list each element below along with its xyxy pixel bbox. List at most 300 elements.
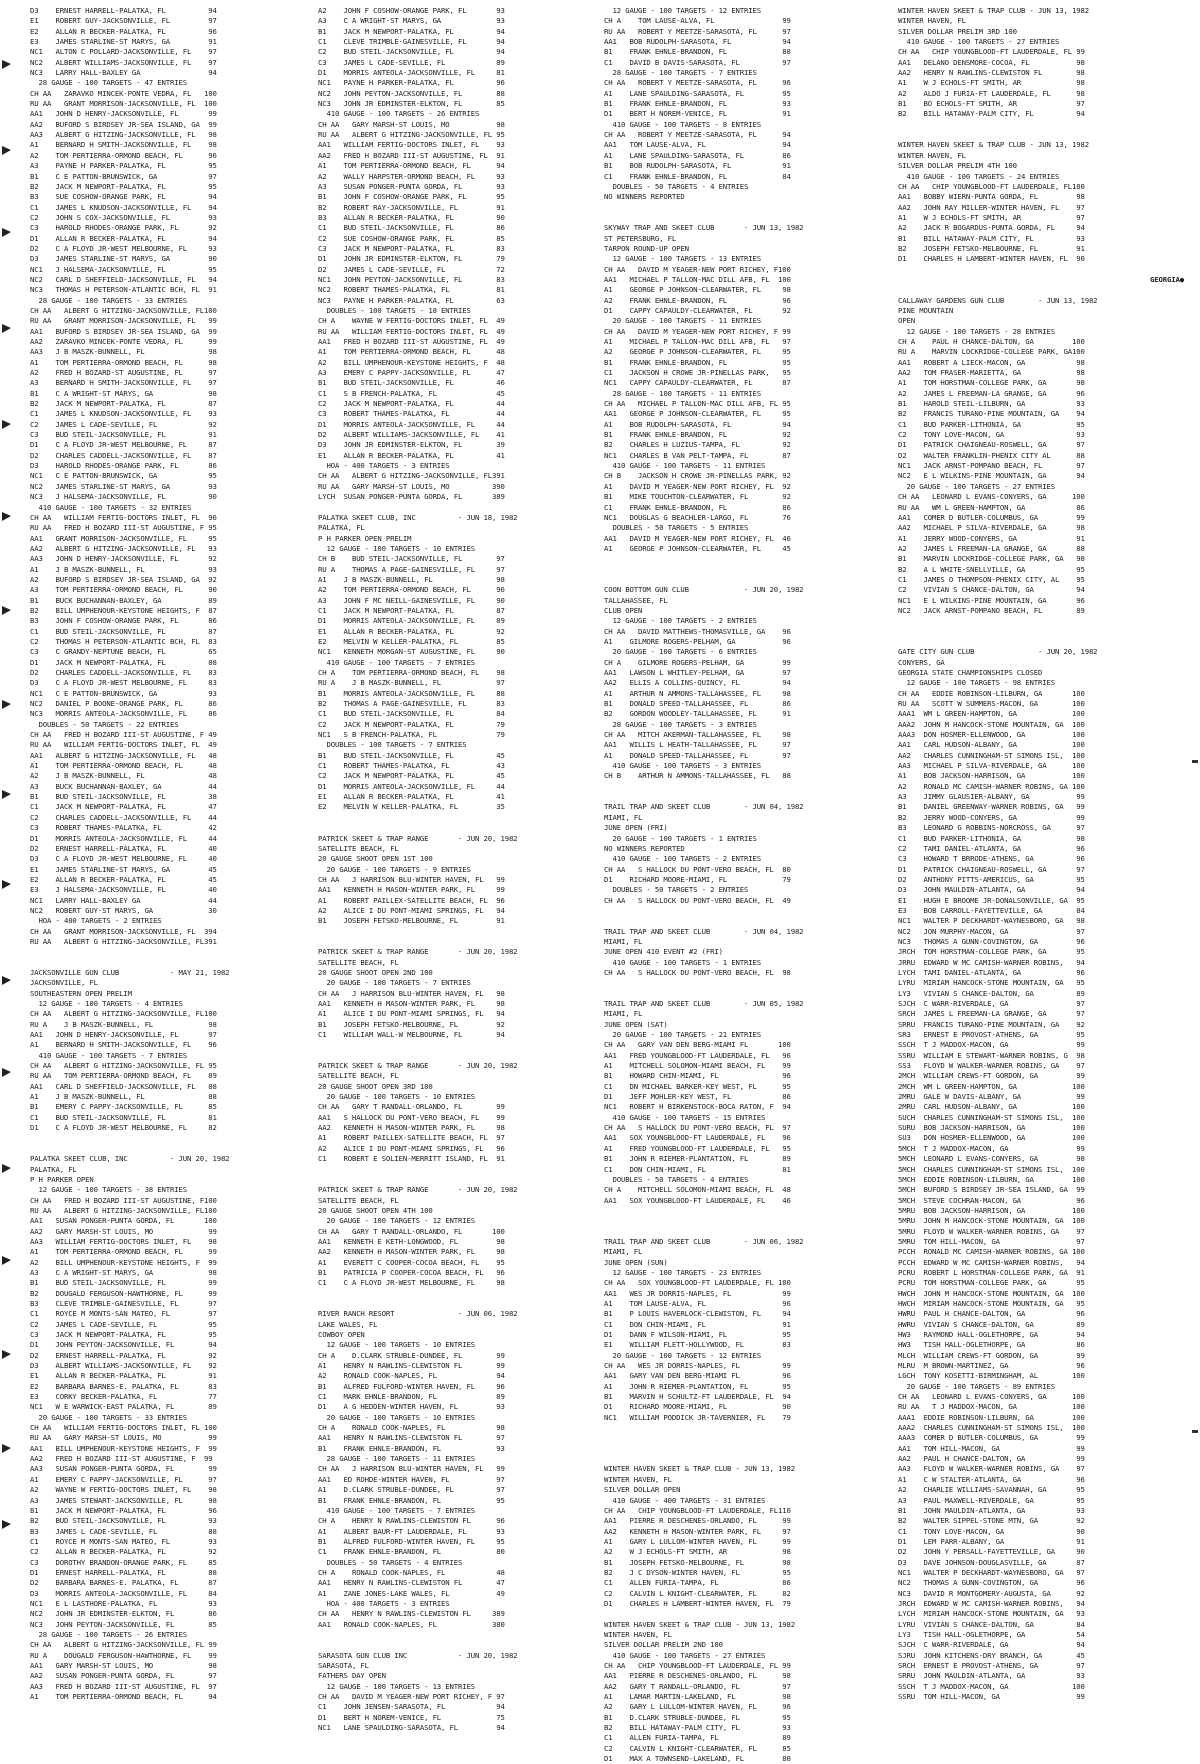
result-line: D2 ANTHONY PITTS-AMERICUS, GA 95 xyxy=(898,874,1085,884)
result-line: D1 DANN F WILSON-MIAMI, FL 95 xyxy=(604,1330,791,1339)
result-line: B1 JOSEPH FETSKO-MELBOURNE, FL 91 xyxy=(318,916,505,926)
result-line: NC1 E L LASTHORE-PALATKA, FL 93 xyxy=(30,1598,217,1608)
result-line: B1 JOSEPH FETSKO-MELBOURNE, FL 92 xyxy=(318,1019,505,1029)
result-line: AA1 CARL D SHEFFIELD-JACKSONVILLE, FL 88 xyxy=(30,1081,217,1091)
result-line: SSRU TOM HILL-MACON, GA 99 xyxy=(898,1692,1085,1702)
result-line: AA2 ZARAVKO MINCEK-PONTE VEDRA, FL 99 xyxy=(30,337,217,346)
blank-line xyxy=(898,627,1188,637)
blank-line xyxy=(604,1444,890,1454)
result-line: A1 JERRY WOOD-CONYERS, GA 91 xyxy=(898,533,1085,543)
result-line: PALATKA SKEET CLUB, INC - JUN 18, 1982 xyxy=(318,512,518,522)
result-line: DOUBLES - 50 TARGETS - 4 ENTRIES xyxy=(318,1557,463,1567)
result-line: D1 RICHARD MOORE-MIAMI, FL 90 xyxy=(604,1402,791,1412)
result-line: B1 DANIEL GREENWAY-WARNER ROBINS, GA 99 xyxy=(898,802,1085,812)
result-line: D3 JOHN MAULDIN-ATLANTA, GA 94 xyxy=(898,885,1085,895)
result-line: C1 S B FRENCH-PALATKA, FL 45 xyxy=(318,388,505,398)
result-line: A1 J B MASZK-BUNNELL, FL 93 xyxy=(30,564,217,574)
result-line: AA1 SOX YOUNGBLOOD-FT LAUDERDALE, FL 96 xyxy=(604,1133,791,1143)
result-line: HWRU PAUL H CHANCE-DALTON, GA 96 xyxy=(898,1309,1085,1319)
result-line: D3 MORRIS ANTEOLA-JACKSONVILLE, FL 84 xyxy=(30,1588,217,1598)
result-line: JRRU EDWARD W MC CAMISH-WARNER ROBINS, 94 xyxy=(898,957,1085,967)
result-line: PATRICK SKEET & TRAP RANGE - JUN 20, 1982 xyxy=(318,833,518,843)
result-line: NC1 C E PATTON-BRUNSWICK, GA 95 xyxy=(30,471,217,481)
result-line: GEORGIA STATE CHAMPIONSHIPS CLOSED xyxy=(898,668,1043,677)
result-line: A2 FRED H BOZARD-ST AUGUSTINE, FL 97 xyxy=(30,368,217,378)
result-line: GATE CITY GUN CLUB - JUN 20, 1982 xyxy=(898,647,1098,657)
result-line: CH AA S HALLOCK DU PONT-VERO BEACH, FL 98 xyxy=(604,967,791,977)
result-line: B1 BUD STEIL-JACKSONVILLE, FL 45 xyxy=(318,750,505,760)
result-line: C1 ROYCE M MONTS-SAN MATEO, FL 97 xyxy=(30,1309,217,1319)
result-line: A1 BOB JACKSON-HARRISON, GA 100 xyxy=(898,771,1085,781)
result-line: D2 C A FLOYD JR-WEST MELBOURNE, FL 93 xyxy=(30,243,217,253)
result-line: MIAMI, FL xyxy=(604,1009,643,1019)
blank-line xyxy=(604,575,890,585)
result-line: SRRU FRANCIS TURANO-PINE MOUNTAIN, GA 92 xyxy=(898,1019,1085,1029)
result-line: TRAIL TRAP AND SKEET CLUB - JUN 06, 1982 xyxy=(604,1236,804,1246)
result-line: B2 CHARLES H LUZIUS-TAMPA, FL 92 xyxy=(604,440,791,450)
result-line: SATELLITE BEACH, FL xyxy=(318,1195,399,1205)
result-line: B1 JACK M NEWPORT-PALATKA, FL 96 xyxy=(30,1505,217,1515)
result-line: SJRU JOHN KITCHENS-DRY BRANCH, GA 45 xyxy=(898,1650,1085,1660)
result-line: HOA - 400 TARGETS - 2 ENTRIES xyxy=(30,916,162,926)
result-line: LY3 TISH HALL-OGLETHORPE, GA 54 xyxy=(898,1629,1085,1639)
result-line: C3 JACK M NEWPORT-PALATKA, FL 95 xyxy=(30,1330,217,1339)
result-line: MLRU M BROWN-MARTINEZ, GA 96 xyxy=(898,1361,1085,1371)
result-line: C2 JAMES L CADE-SEVILLE, FL 95 xyxy=(30,1319,217,1329)
result-line: B1 FRANK EHNLE-BRANDON, FL 95 xyxy=(604,357,791,367)
result-line: NC1 WILLIAM PODDICK JR-TAVERNIER, FL 79 xyxy=(604,1412,791,1422)
result-line: CONYERS, GA xyxy=(898,657,945,667)
result-line: C1 JOHN JENSEN-SARASOTA, FL 94 xyxy=(318,1702,505,1712)
result-line: A3 JIMMY GLAUSIER-ALBANY, GA 99 xyxy=(898,792,1085,802)
result-line: NC1 ROBERT H BIRKENSTOCK-BOCA RATON, F 94 xyxy=(604,1102,791,1112)
result-line: 28 GAUGE - 100 TARGETS - 33 ENTRIES xyxy=(30,295,187,305)
result-line: C1 BUD PARKER-LITHONIA, GA 98 xyxy=(898,833,1085,843)
result-line: SS3 FLOYD W WALKER-WARNER ROBINS, GA 97 xyxy=(898,1061,1085,1071)
result-line: C2 JACK M NEWPORT-PALATKA, FL 45 xyxy=(318,771,505,781)
result-line: A3 BERNARD H SMITH-JACKSONVILLE, FL 97 xyxy=(30,378,217,388)
result-line: B2 JACK M NEWPORT-PALATKA, FL 95 xyxy=(30,181,217,191)
result-line: A1 LANE SPAULDING-SARASOTA, FL 86 xyxy=(604,150,791,160)
result-line: C3 BUD STEIL-JACKSONVILLE, FL 91 xyxy=(30,430,217,440)
result-line: CH AA S HALLOCK DU PONT-VERO BEACH, FL 49 xyxy=(604,895,791,905)
result-line: AA1 GRANT MORRISON-JACKSONVILLE, FL 95 xyxy=(30,533,217,543)
page-edge-marker xyxy=(2,146,11,155)
result-line: A1 ROBERT PAILLEX-SATELLITE BEACH, FL 97 xyxy=(318,1133,505,1143)
result-line: TRAIL TRAP AND SKEET CLUB - JUN 04, 1982 xyxy=(604,926,804,936)
result-line: AA2 SUSAN PONGER-PUNTA GORDA, FL 97 xyxy=(30,1671,217,1681)
result-line: B1 BOB RUDOLPH-SARASOTA, FL 91 xyxy=(604,161,791,171)
result-line: CH AA SOX YOUNGBLOOD-FT LAUDERDALE, FL 100 xyxy=(604,1278,791,1288)
result-line: D2 JOHN Y PERSALL-FAYETTEVILLE, GA 90 xyxy=(898,1547,1085,1557)
result-line: SATELLITE BEACH, FL xyxy=(318,843,399,853)
result-line: C1 DN MICHAEL BARKER-KEY WEST, FL 95 xyxy=(604,1081,791,1091)
result-line: E3 JAMES STARLINE-ST MARYS, GA 91 xyxy=(30,37,217,47)
result-line: AA3 FLOYD W WALKER-WARNER ROBINS, GA 97 xyxy=(898,1464,1085,1474)
result-line: A1 BOB RUDOLPH-SARASOTA, FL 94 xyxy=(604,419,791,429)
result-line: DOUBLES - 50 TARGETS - 4 ENTRIES xyxy=(604,181,749,191)
result-line: SILVER DOLLAR PRELIM 3RD 100 xyxy=(898,26,1017,36)
result-line: B1 HAROLD STEIL-LILBURN, GA 93 xyxy=(898,399,1085,409)
result-line: MIAMI, FL xyxy=(604,1247,643,1257)
result-line: D3 C A FLOYD JR-WEST MELBOURNE, FL 83 xyxy=(30,678,217,688)
result-line: D1 CHARLES H LAMBERT-WINTER HAVEN, FL 90 xyxy=(898,254,1085,264)
result-line: E1 ALLAN R BECKER-PALATKA, FL 41 xyxy=(318,792,505,802)
result-line: D1 PATRICK CHAIGNEAU-ROSWELL, GA 97 xyxy=(898,864,1085,874)
result-line: AA3 J B MASZK-BUNNELL, FL 98 xyxy=(30,347,217,357)
result-line: A1 GEORGE P JOHNSON-CLEARWATER, FL 45 xyxy=(604,543,791,553)
result-line: D1 A G HEDDEN-WINTER HAVEN, FL 93 xyxy=(318,1402,505,1412)
result-line: HWCH MIRIAM HANCOCK-STONE MOUNTAIN, GA 95 xyxy=(898,1298,1085,1308)
result-line: AA2 GARY T RANDALL-ORLANDO, FL 97 xyxy=(604,1681,791,1691)
result-line: B3 JAMES L CADE-SEVILLE, FL 88 xyxy=(30,1526,217,1536)
result-line: A2 BUFORD S BIRDSEY JR-SEA ISLAND, GA 92 xyxy=(30,574,217,584)
result-line: AA1 S HALLOCK DU PONT-VERO BEACH, FL 99 xyxy=(318,1112,505,1122)
result-line: COWBOY OPEN xyxy=(318,1330,365,1339)
page-edge-marker xyxy=(2,700,11,709)
result-line: SATELLITE BEACH, FL xyxy=(318,1071,399,1081)
result-line: AA2 GARY MARSH-ST LOUIS, MO 99 xyxy=(30,1226,217,1236)
result-line: B3 SUE COSHOW-ORANGE PARK, FL 94 xyxy=(30,192,217,202)
result-line: C2 TONY LOVE-MACON, GA 93 xyxy=(898,430,1085,440)
result-line: A2 GARY L LULLOM-WINTER HAVEN, FL 96 xyxy=(604,1702,791,1712)
result-line: CH AA GARY T RANDALL-ORLANDO, FL 100 xyxy=(318,1226,505,1236)
result-line: 410 GAUGE - 100 TARGETS - 15 ENTRIES xyxy=(604,1112,766,1122)
result-line: B2 JACK M NEWPORT-PALATKA, FL 87 xyxy=(30,399,217,409)
result-line: NC3 THOMAS H PETERSON-ATLANTIC BCH, FL 91 xyxy=(30,285,217,295)
result-line: AA1 LAWSON L WHITLEY-PELHAM, GA 97 xyxy=(604,668,791,677)
result-line: LAKE WALES, FL xyxy=(318,1319,378,1329)
result-line: SOUTHEASTERN OPEN PRELIM xyxy=(30,988,132,998)
result-line: CH AA GARY T RANDALL-ORLANDO, FL 99 xyxy=(318,1102,505,1112)
result-line: AA2 KENNETH H MASON-WINTER PARK, FL 98 xyxy=(318,1247,505,1257)
blank-line xyxy=(318,503,604,513)
result-line: RU A DOUGALD FERGUSON-HAWTHORNE, FL 99 xyxy=(30,1650,217,1660)
result-line: CH AA DAVID MATTHEWS-THOMASVILLE, GA 96 xyxy=(604,626,791,636)
blank-line xyxy=(604,1433,890,1443)
result-line: AA1 WILLIAM FERTIG-DOCTORS INLET, FL 93 xyxy=(318,140,505,150)
result-line: AA3 SUSAN PONGER-PUNTA GORDA, FL 99 xyxy=(30,1464,217,1474)
result-line: CH AA S HALLOCK DU PONT-VERO BEACH, FL 97 xyxy=(604,1123,791,1133)
result-line: C1 JAMES L KNUDSON-JACKSONVILLE, FL 94 xyxy=(30,202,217,212)
result-line: CH AA ALBERT G HITZING-JACKSONVILLE, FL 99 xyxy=(30,1640,217,1650)
result-line: D2 CHARLES CADDELL-JACKSONVILLE, FL 87 xyxy=(30,450,217,460)
result-line: A1 TOM PERTIERRA-ORMOND BEACH, FL 48 xyxy=(318,347,505,357)
result-line: SILVER DOLLAR PRELIM 2ND 100 xyxy=(604,1640,723,1650)
result-line: AA2 JOHN RAY MILLER-WINTER HAVEN, FL 97 xyxy=(898,202,1085,212)
result-line: NC2 THOMAS A GUNN-COVINGTON, GA 96 xyxy=(898,1578,1085,1588)
result-line: AAA2 JOHN M HANCOCK-STONE MOUNTAIN, GA 100 xyxy=(898,719,1085,729)
result-line: A2 RONALD COOK-NAPLES, FL 94 xyxy=(318,1371,505,1381)
result-line: JRCH EDWARD W MC CAMISH-WARNER ROBINS, 94 xyxy=(898,1598,1085,1608)
result-line: AA1 GEORGE P JOHNSON-CLEARWATER, FL 95 xyxy=(604,409,791,419)
result-line: 28 GAUGE - 100 TARGETS - 11 ENTRIES xyxy=(318,1454,475,1464)
result-line: AA1 TOM LAUSE-ALVA, FL 94 xyxy=(604,140,791,150)
result-line: RU AA GARY MARSH-ST LOUIS, MO 99 xyxy=(30,1433,217,1443)
result-line: RU AA ALBERT G HITZING-JACKSONVILLE, FL 95 xyxy=(318,130,505,140)
result-line: B2 ROBERT RAY-JACKSONVILLE, FL 91 xyxy=(318,202,505,212)
result-line: A2 TOM PERTIERRA-ORMOND BEACH, FL 96 xyxy=(318,585,505,595)
result-line: E1 ALLAN R BECKER-PALATKA, FL 41 xyxy=(318,450,505,460)
result-line: NC3 LARRY HALL-BAXLEY GA 94 xyxy=(30,68,217,78)
result-line: RU AA WILLIAM FERTIG-DOCTORS INLET, FL 49 xyxy=(318,326,505,336)
result-line: C2 TAMI DANIEL-ATLANTA, GA 96 xyxy=(898,843,1085,853)
result-line: B1 FRANK EHNLE-BRANDON, FL 88 xyxy=(604,47,791,57)
results-column-4 xyxy=(898,6,1188,1702)
result-line: NC1 LARRY HALL-BAXLEY GA 44 xyxy=(30,895,217,905)
result-line: A1 EMERY C PAPPY-JACKSONVILLE, FL 97 xyxy=(30,1474,217,1484)
result-line: A3 JAMES STEWART-JACKSONVILLE, FL 98 xyxy=(30,1495,217,1505)
result-line: CH AA LEONARD L EVANS-CONYERS, GA 100 xyxy=(898,492,1085,502)
result-line: NC1 J HALSEMA-JACKSONVILLE, FL 95 xyxy=(30,264,217,274)
result-line: C1 ALLEN FURIA-TAMPA, FL 86 xyxy=(604,1578,791,1588)
page-edge-marker xyxy=(2,976,11,985)
result-line: HW3 RAYMOND HALL-OGLETHORPE, GA 94 xyxy=(898,1330,1085,1339)
result-line: AA1 SOX YOUNGBLOOD-FT LAUDERDALE, FL 46 xyxy=(604,1195,791,1205)
result-line: DOUBLES - 100 TARGETS - 18 ENTRIES xyxy=(318,305,471,315)
page-edge-marker xyxy=(2,1444,11,1453)
page-edge-marker xyxy=(2,1256,11,1265)
result-line: WINTER HAVEN SKEET & TRAP CLUB - JUN 13, 1982 xyxy=(604,1464,795,1474)
result-line: AA2 FRED H BOZARD III-ST AUGUSTINE, FL 91 xyxy=(318,150,505,160)
result-line: C1 BUD STEIL-JACKSONVILLE, FL 84 xyxy=(318,709,505,719)
result-line: D2 WALTER FRANKLIN-PHENIX CITY AL 88 xyxy=(898,450,1085,460)
result-line: C1 DON CHIN-MIAMI, FL 81 xyxy=(604,1164,791,1174)
result-line: A3 PAYNE H PARKER-PALATKA, FL 95 xyxy=(30,161,217,171)
result-line: B1 MORRIS ANTEOLA-JACKSONVILLE, FL 88 xyxy=(318,688,505,698)
result-line: AA1 HENRY N RAWLINS-CLEWISTON FL 47 xyxy=(318,1578,505,1588)
blank-line xyxy=(30,1133,316,1143)
result-line: B3 CLEVE TRIMBLE-GAINESVILLE, FL 97 xyxy=(30,1298,217,1308)
result-line: CH AA GARY MARSH-ST LOUIS, MO 98 xyxy=(318,119,505,129)
result-line: C3 C GRANDY-NEPTUNE BEACH, FL 65 xyxy=(30,647,217,657)
result-line: B3 LEONARD G ROBBINS-NORCROSS, GA 97 xyxy=(898,823,1085,833)
result-line: 28 GAUGE - 100 TARGETS - 3 ENTRIES xyxy=(604,719,757,729)
result-line: SRCH ERNEST E PROVOST-ATHENS, GA 97 xyxy=(898,1661,1085,1670)
result-line: NC2 E L WILKINS-PINE MOUNTAIN, GA 94 xyxy=(898,471,1085,481)
result-line: B2 THOMAS A PAGE-GAINESVILLE, FL 83 xyxy=(318,699,505,709)
result-line: A3 TOM PERTIERRA-ORMOND BEACH, FL 90 xyxy=(30,585,217,595)
result-line: SSCH T J MADDOX-MACON, GA 99 xyxy=(898,1040,1085,1050)
blank-line xyxy=(604,1227,890,1237)
blank-line xyxy=(318,1299,604,1309)
result-line: D1 MAX A TOWNSEND-LAKELAND, FL 80 xyxy=(604,1754,791,1764)
result-line: AA1 TOM HILL-MACON, GA 99 xyxy=(898,1443,1085,1453)
blank-line xyxy=(604,1609,890,1619)
result-line: B1 ALFRED FULFORD-WINTER HAVEN, FL 95 xyxy=(318,1536,505,1546)
result-line: A1 GEORGE P JOHNSON-CLEARWATER, FL 98 xyxy=(604,285,791,295)
result-line: CLUB OPEN xyxy=(604,605,643,615)
blank-line xyxy=(318,1630,604,1640)
result-line: PATRICK SKEET & TRAP RANGE - JUN 20, 1982 xyxy=(318,1061,518,1071)
result-line: AA2 TOM FRASER-MARIETTA, GA 98 xyxy=(898,368,1085,378)
result-line: A3 SUSAN PONGER-PUNTA GORDA, FL 93 xyxy=(318,181,505,191)
result-line: PCRU ROBERT L HORSTMAN-COLLEGE PARK, GA 91 xyxy=(898,1267,1085,1277)
result-line: OPEN xyxy=(898,316,915,326)
result-line: B1 BUCK BUCHANNAN-BAXLEY, GA 89 xyxy=(30,595,217,605)
result-line: MIAMI, FL xyxy=(604,936,643,946)
result-line: AA2 BUFORD S BIRDSEY JR-SEA ISLAND, GA 99 xyxy=(30,119,217,129)
result-line: CH AA WILLIAM FERTIG-DOCTORS INLET, FL 96 xyxy=(30,512,217,522)
result-line: C2 JACK M NEWPORT-PALATKA, FL 44 xyxy=(318,399,505,409)
result-line: 5MRU JOHN M HANCOCK-STONE MOUNTAIN, GA 100 xyxy=(898,1216,1085,1226)
blank-line xyxy=(318,937,604,947)
page-edge-marker xyxy=(2,512,11,521)
result-line: B2 DOUGALD FERGUSON-HAWTHORNE, FL 99 xyxy=(30,1288,217,1298)
blank-line xyxy=(604,792,890,802)
result-line: C1 ROBERT E SOLIEN-MERRITT ISLAND, FL 91 xyxy=(318,1154,505,1164)
result-line: 410 GAUGE - 100 TARGETS - 7 ENTRIES xyxy=(318,657,475,667)
result-line: E1 HUGH E BROOME JR-DONALSONVILLE, GA 95 xyxy=(898,895,1085,905)
result-line: 20 GAUGE SHOOT OPEN 3RD 100 xyxy=(318,1081,433,1091)
result-line: NC1 DOUGLAS G BEACHLER-LARGO, FL 76 xyxy=(604,512,791,522)
result-line: D1 MORRIS ANTEOLA-JACKSONVILLE, FL 44 xyxy=(318,781,505,791)
result-line: C1 TONY LOVE-MACON, GA 90 xyxy=(898,1526,1085,1536)
result-line: B2 BILL HATAWAY-PALM CITY, FL 93 xyxy=(604,1723,791,1733)
result-line: C2 CALVIN L KNIGHT-CLEARWATER, FL 85 xyxy=(604,1743,791,1753)
result-line: NC1 CHARLES B VAN PELT-TAMPA, FL 87 xyxy=(604,450,791,460)
result-line: AA1 WILLIS L HEATH-TALLAHASSEE, FL 97 xyxy=(604,740,791,750)
result-line: A2 TOM PERTIERRA-ORMOND BEACH, FL 96 xyxy=(30,150,217,160)
result-line: WINTER HAVEN SKEET & TRAP CLUB - JUN 13, 1982 xyxy=(604,1619,795,1629)
result-line: RU A MARVIN LOCKRIDGE-COLLEGE PARK, GA100 xyxy=(898,347,1085,357)
result-line: 410 GAUGE - 100 TARGETS - 27 ENTRIES xyxy=(898,37,1060,47)
result-line: 410 GAUGE - 100 TARGETS - 11 ENTRIES xyxy=(604,461,766,471)
result-line: NC3 THOMAS A GUNN-COVINGTON, GA 96 xyxy=(898,936,1085,946)
result-line: D1 JEFF MOHLER-KEY WEST, FL 86 xyxy=(604,1092,791,1102)
result-line: B1 BO ECHOLS-FT SMITH, AR 97 xyxy=(898,99,1085,109)
result-line: A1 ALICE I DU PONT-MIAMI SPRINGS, FL 94 xyxy=(318,1009,505,1019)
result-line: B1 MARVIN H SCHULTZ-FT LAUDERDALE, FL 94 xyxy=(604,1392,791,1402)
result-line: B1 HOWARD CHIN-MIAMI, FL 96 xyxy=(604,1071,791,1081)
result-line: CALLAWAY GARDENS GUN CLUB - JUN 13, 1982 xyxy=(898,295,1098,305)
result-line: SRRU JOHN MAULDIN-ATLANTA, GA 93 xyxy=(898,1671,1085,1681)
result-line: CH AA J HARRISON BLU-WINTER HAVEN, FL 98 xyxy=(318,988,505,998)
result-line: RU AA SCOTT W SUMMERS-MACON, GA 100 xyxy=(898,699,1085,709)
result-line: NC2 JACK ARNST-POMPANO BEACH, FL 89 xyxy=(898,605,1085,615)
result-line: E1 WILLIAM FLETT-HOLLYWOOD, FL 83 xyxy=(604,1340,791,1350)
result-line: 5MRU TOM HILL-MACON, GA 97 xyxy=(898,1236,1085,1246)
result-line: D2 BARBARA BARNES-E. PALATKA, FL 87 xyxy=(30,1578,217,1588)
result-line: C1 WILLIAM WALL-W MELBOURNE, FL 94 xyxy=(318,1030,505,1040)
result-line: 12 GAUGE - 100 TARGETS - 23 ENTRIES xyxy=(604,1267,761,1277)
result-line: JACKSONVILLE GUN CLUB - MAY 21, 1982 xyxy=(30,967,230,977)
result-line: NC2 JOHN JR EDMINSTER-ELKTON, FL 86 xyxy=(30,1609,217,1619)
result-line: DOUBLES - 50 TARGETS - 4 ENTRIES xyxy=(604,1174,749,1184)
result-line: WINTER HAVEN, FL xyxy=(898,150,966,160)
result-line: WINTER HAVEN SKEET & TRAP CLUB - JUN 13, 1982 xyxy=(898,140,1089,150)
results-column-2 xyxy=(318,6,604,1733)
result-line: B2 J C DYSON-WINTER HAVEN, FL 95 xyxy=(604,1567,791,1577)
result-line: D3 C A FLOYD JR-WEST MELBOURNE, FL 40 xyxy=(30,854,217,864)
result-line: NC1 E L WILKINS-PINE MOUNTAIN, GA 96 xyxy=(898,595,1085,605)
result-line: 410 GAUGE - 100 TARGETS - 7 ENTRIES xyxy=(30,1050,187,1060)
blank-line xyxy=(30,947,316,957)
blank-line xyxy=(898,637,1188,647)
blank-line xyxy=(898,616,1188,626)
result-line: JRCH TOM HORSTMAN-COLLEGE PARK, GA 95 xyxy=(898,947,1085,957)
result-line: C3 JACK M NEWPORT-PALATKA, FL 83 xyxy=(318,243,505,253)
result-line: CH AA HENRY N RAWLINS-CLEWISTON FL 389 xyxy=(318,1609,505,1619)
page-edge-marker xyxy=(2,1068,11,1077)
result-line: NC2 CARL D SHEFFIELD-JACKSONVILLE, FL 94 xyxy=(30,274,217,284)
result-line: A2 BILL UMPHENOUR-KEYSTONE HEIGHTS, F 48 xyxy=(318,357,505,367)
result-line: 410 GAUGE - 400 TARGETS - 31 ENTRIES xyxy=(604,1495,766,1505)
page-edge-marker xyxy=(2,1350,11,1359)
result-line: D3 JAMES STARLINE-ST MARYS, GA 90 xyxy=(30,254,217,264)
page-edge-marker xyxy=(2,880,11,889)
result-line: LYRU VIVIAN S CHANCE-DALTON, GA 84 xyxy=(898,1619,1085,1629)
result-line: A1 TOM PERTIERRA-ORMOND BEACH, FL 99 xyxy=(30,1247,217,1257)
result-line: 12 GAUGE - 100 TARGETS - 4 ENTRIES xyxy=(30,999,183,1008)
result-line: A2 ALICE I DU PONT-MIAMI SPRINGS, FL 96 xyxy=(318,1143,505,1153)
result-line: RU AA ROBERT Y MEETZE-SARASOTA, FL 97 xyxy=(604,26,791,36)
result-line: SATELLITE BEACH, FL xyxy=(318,957,399,967)
result-line: A2 ALICE I DU PONT-MIAMI SPRINGS, FL 94 xyxy=(318,905,505,915)
result-line: SILVER DOLLAR PRELIM 4TH 100 xyxy=(898,161,1017,171)
result-line: RU AA GARY MARSH-ST LOUIS, MO 390 xyxy=(318,481,505,491)
result-line: AAA2 CHARLES CUNNINGHAM-ST SIMONS ISL, 100 xyxy=(898,1423,1085,1433)
result-line: CH AA ALBERT G HITZING-JACKSONVILLE, FL100 xyxy=(30,305,217,315)
result-line: 12 GAUGE - 100 TARGETS - 10 ENTRIES xyxy=(318,543,475,553)
result-line: NC1 JOHN PEYTON-JACKSONVILLE, FL 83 xyxy=(318,274,505,284)
result-line: E2 MELVIN W KELLER-PALATKA, FL 85 xyxy=(318,636,505,646)
result-line: CH A MITCHELL SOLOMON-MIAMI BEACH, FL 48 xyxy=(604,1185,791,1195)
result-line: A3 PAUL MAXWELL-RIVERDALE, GA 95 xyxy=(898,1495,1085,1505)
result-line: B1 JOHN MAULDIN-ATLANTA, GA 93 xyxy=(898,1505,1085,1515)
result-line: A2 RONALD MC CAMISH-WARNER ROBINS, GA 100 xyxy=(898,781,1085,791)
result-line: C2 ALLAN R BECKER-PALATKA, FL 92 xyxy=(30,1547,217,1557)
result-line: C1 MARK EHNLE-BRANDON, FL 89 xyxy=(318,1392,505,1402)
result-line: AA1 BOB RUDOLPH-SARASOTA, FL 94 xyxy=(604,37,791,47)
result-line: 410 GAUGE - 100 TARGETS - 1 ENTRIES xyxy=(604,957,761,967)
result-line: AA2 MICHAEL P SILVA-RIVERDALE, GA 98 xyxy=(898,523,1085,533)
result-line: CH AA EDDIE ROBINSON-LILBURN, GA 100 xyxy=(898,688,1085,698)
result-line: D1 CAPPY CAPAULDY-CLEARWATER, FL 92 xyxy=(604,305,791,315)
result-line: C3 HAROLD RHODES-ORANGE PARK, FL 92 xyxy=(30,223,217,233)
result-line: 5MCH CHARLES CUNNINGHAM-ST SIMONS ISL, 100 xyxy=(898,1164,1085,1174)
result-line: 410 GAUGE - 100 TARGETS - 32 ENTRIES xyxy=(30,502,192,512)
result-line: C1 JACK M NEWPORT-PALATKA, FL 47 xyxy=(30,802,217,812)
result-line: 2MRU GALE W DAVIS-ALBANY, GA 99 xyxy=(898,1092,1085,1102)
result-line: C2 SUE COSHOW-ORANGE PARK, FL 85 xyxy=(318,233,505,243)
result-line: C1 DON CHIN-MIAMI, FL 91 xyxy=(604,1319,791,1329)
result-line: NC2 JOHN PEYTON-JACKSONVILLE, FL 88 xyxy=(318,88,505,98)
result-line: CH B ARTHUR N AMMONS-TALLAHASSEE, FL 88 xyxy=(604,771,791,781)
result-line: AAA1 EDDIE ROBINSON-LILBURN, GA 100 xyxy=(898,1412,1085,1422)
blank-line xyxy=(318,1165,604,1175)
result-line: AA2 HENRY N RAWLINS-CLEWISTON FL 98 xyxy=(898,68,1085,78)
result-line: RU A J B MASZK-BUNNELL, FL 97 xyxy=(318,678,505,688)
result-line: NC1 ALTON C POLLARD-JACKSONVILLE, FL 97 xyxy=(30,47,217,57)
blank-line xyxy=(318,1040,604,1050)
result-line: CH A GILMORE ROGERS-PELHAM, GA 99 xyxy=(604,657,791,667)
result-line: 20 GAUGE - 100 TARGETS - 10 ENTRIES xyxy=(318,1092,475,1102)
result-line: B1 BUD STEIL-JACKSONVILLE, FL 38 xyxy=(30,792,217,802)
result-line: C3 JAMES L CADE-SEVILLE, FL 89 xyxy=(318,57,505,67)
result-line: C1 FRANK EHNLE-BRANDON, FL 80 xyxy=(318,1547,505,1557)
blank-line xyxy=(604,203,890,213)
result-line: AA1 DELANO DENSMORE-COCOA, FL 98 xyxy=(898,57,1085,67)
result-line: D3 DAVE JOHNSON-DOUGLASVILLE, GA 87 xyxy=(898,1557,1085,1567)
result-line: 5MCH BUFORD S BIRDSEY JR-SEA ISLAND, GA 99 xyxy=(898,1185,1085,1195)
result-line: CH AA DAVID M YEAGER-NEW PORT RICHEY, F 97 xyxy=(318,1692,505,1702)
blank-line xyxy=(604,1454,890,1464)
result-line: AA1 KENNETH E KETH-LONGWOOD, FL 98 xyxy=(318,1236,505,1246)
results-column-3 xyxy=(604,6,890,1764)
result-line: A1 C W STALTER-ATLANTA, GA 96 xyxy=(898,1474,1085,1484)
result-line: A1 DONALD SPEED-TALLAHASSEE, FL 97 xyxy=(604,750,791,760)
